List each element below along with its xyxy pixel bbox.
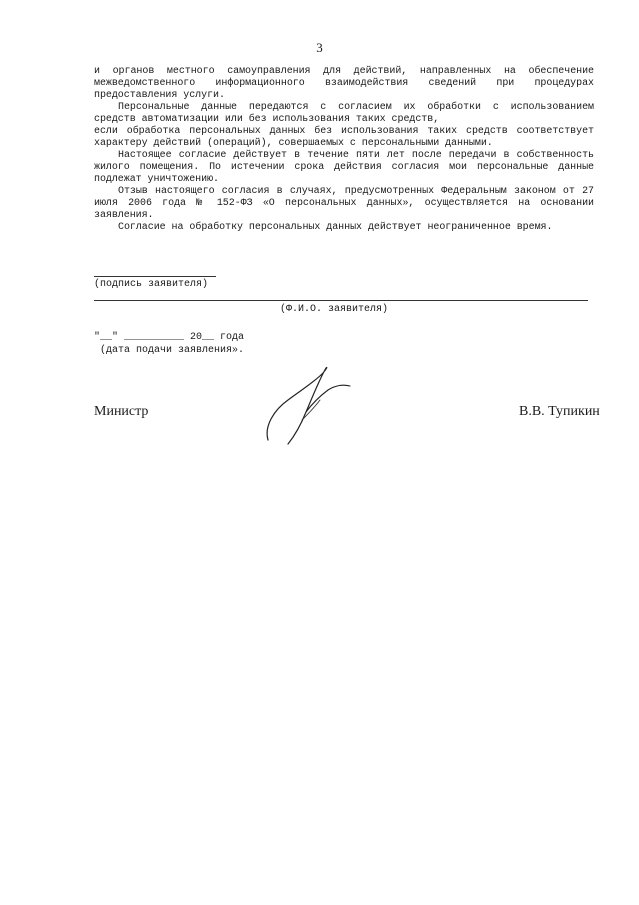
consent-body-text [94, 66, 594, 234]
paragraph-continuation: и органов местного самоуправления для действий, направленных на обеспечение межведомственного информационного взаимодействия сведений при процедурах предоставления услуги. [94, 66, 594, 101]
date-caption: (дата подачи заявления». [100, 345, 245, 356]
page-number: 3 [316, 40, 323, 55]
minister-name: В.В. Тупикин [519, 404, 600, 419]
paragraph-processing-conditions: если обработка персональных данных без использования таких средств соответствует характеру действий (операций), совершаемых с персональными данными. [94, 126, 594, 149]
signature-line [94, 276, 216, 277]
fio-caption: (Ф.И.О. заявителя) [280, 304, 389, 315]
paragraph-transfer: Персональные данные передаются с согласием их обработки с использованием средств автоматизации или без использования таких средств, [94, 102, 594, 125]
paragraph-revocation: Отзыв настоящего согласия в случаях, предусмотренных Федеральным законом от 27 июля 2006 года № 152-ФЗ «О персональных данных», осуществляется на основании заявления. [94, 186, 594, 221]
paragraph-unlimited-time: Согласие на обработку персональных данных действует неограниченное время. [118, 222, 553, 233]
paragraph-validity-period: Настоящее согласие действует в течение пяти лет после передачи в собственность жилого помещения. По истечении срока действия согласия мои персональные данные подлежат уничтожению. [94, 150, 594, 185]
signature-caption: (подпись заявителя) [94, 279, 209, 290]
date-line: "__" __________ 20__ года [94, 332, 245, 343]
fio-line [94, 300, 588, 301]
minister-title: Министр [94, 404, 149, 419]
handwritten-signature [262, 360, 357, 450]
